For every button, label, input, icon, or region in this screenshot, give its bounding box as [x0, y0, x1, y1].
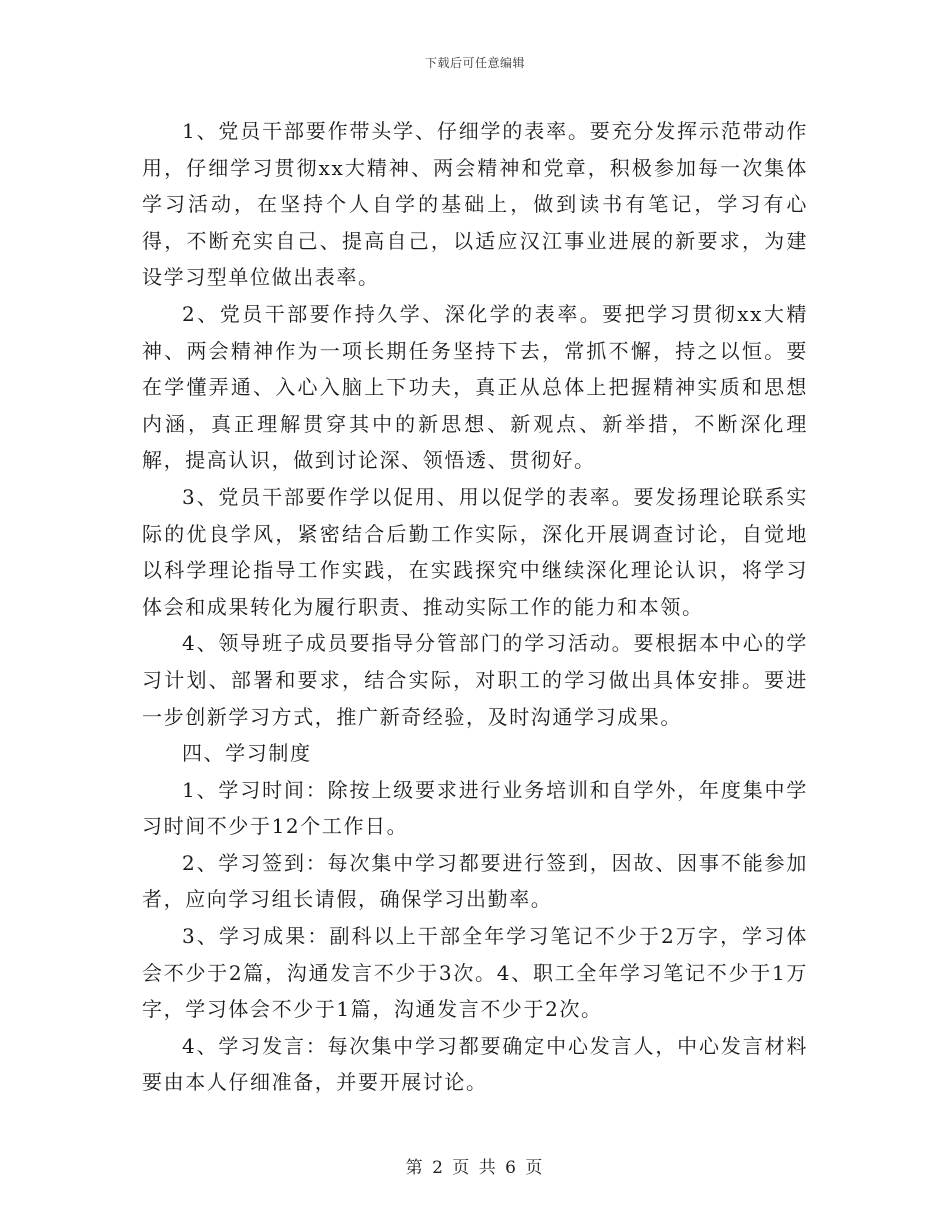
paragraph-persistent-study: 2、党员干部要作持久学、深化学的表率。要把学习贯彻xx大精神、两会精神作为一项长期任务坚持下去，常抓不懈，持之以恒。要在学懂弄通、入心入脑上下功夫，真正从总体上把握精神实质和思想内涵，真正理解贯穿其中的新思想、新观点、新举措，不断深化理解，提高认识，做到讨论深、领悟透、贯彻好。: [142, 301, 808, 473]
document-body: [142, 113, 808, 1101]
section-heading-study-system: 四、学习制度: [182, 741, 312, 766]
paragraph-apply-study: 3、党员干部要作学以促用、用以促学的表率。要发扬理论联系实际的优良学风，紧密结合后勤工作实际，深化开展调查讨论，自觉地以科学理论指导工作实践，在实践探究中继续深化理论认识，将学习体会和成果转化为履行职责、推动实际工作的能力和本领。: [142, 484, 808, 619]
paragraph-study-signin: 2、学习签到：每次集中学习都要进行签到，因故、因事不能参加者，应向学习组长请假，确保学习出勤率。: [142, 850, 808, 912]
paragraph-study-speech: 4、学习发言：每次集中学习都要确定中心发言人，中心发言材料要由本人仔细准备，并要开展讨论。: [142, 1033, 808, 1095]
paragraph-leadership-guidance: 4、领导班子成员要指导分管部门的学习活动。要根据本中心的学习计划、部署和要求，结合实际，对职工的学习做出具体安排。要进一步创新学习方式，推广新奇经验，及时沟通学习成果。: [142, 631, 808, 729]
page-number-footer: 第 2 页 共 6 页: [405, 1158, 545, 1178]
paragraph-study-time: 1、学习时间：除按上级要求进行业务培训和自学外，年度集中学习时间不少于12个工作日。: [142, 777, 808, 839]
paragraph-study-results: 3、学习成果：副科以上干部全年学习笔记不少于2万字，学习体会不少于2篇，沟通发言不少于3次。4、职工全年学习笔记不少于1万字，学习体会不少于1篇，沟通发言不少于2次。: [142, 924, 808, 1022]
paragraph-role-model-study: 1、党员干部要作带头学、仔细学的表率。要充分发挥示范带动作用，仔细学习贯彻xx大精神、两会精神和党章，积极参加每一次集体学习活动，在坚持个人自学的基础上，做到读书有笔记，学习有心得，不断充实自己、提高自己，以适应汉江事业进展的新要求，为建设学习型单位做出表率。: [142, 119, 808, 290]
page-header-note: 下载后可任意编辑: [424, 56, 525, 70]
